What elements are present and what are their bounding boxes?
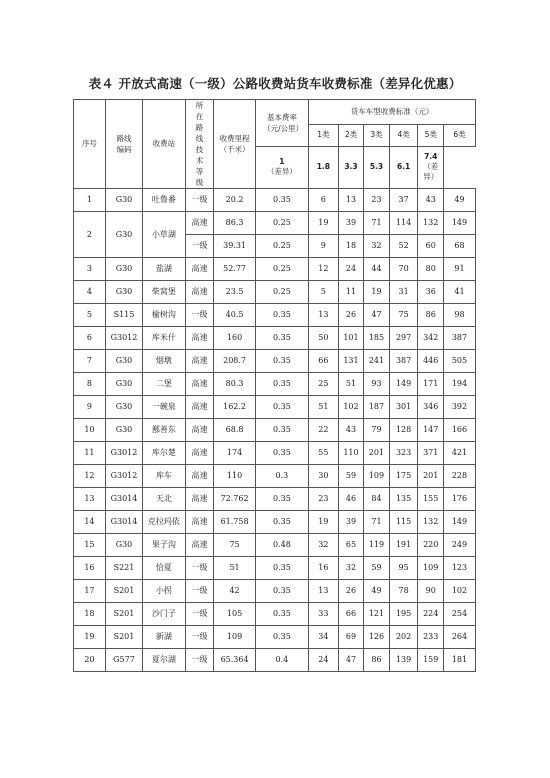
cell-road-grade: 高速	[185, 488, 214, 511]
cell-fee-class-6: 68	[443, 235, 475, 258]
cell-fee-class-4: 37	[389, 189, 418, 212]
cell-fee-class-3: 119	[364, 534, 390, 557]
cell-fee-class-1: 13	[308, 304, 338, 327]
cell-no: 13	[74, 488, 106, 511]
header-no: 序号	[74, 100, 106, 189]
cell-fee-class-5: 201	[418, 465, 444, 488]
cell-station: 沙门子	[143, 603, 186, 626]
cell-no: 17	[74, 580, 106, 603]
cell-road-grade: 一级	[185, 557, 214, 580]
cell-no: 11	[74, 442, 106, 465]
cell-fee-class-2: 46	[338, 488, 364, 511]
cell-fee-class-5: 109	[418, 557, 444, 580]
cell-mileage: 23.5	[214, 281, 255, 304]
cell-road-grade: 一级	[185, 603, 214, 626]
cell-no: 2	[74, 212, 106, 258]
cell-fee-class-3: 241	[364, 350, 390, 373]
table-row	[74, 281, 476, 304]
cell-fee-class-1: 30	[308, 465, 338, 488]
cell-no: 19	[74, 626, 106, 649]
cell-fee-class-4: 297	[389, 327, 418, 350]
cell-base-rate: 0.35	[255, 580, 308, 603]
cell-mileage: 162.2	[214, 396, 255, 419]
cell-fee-class-2: 110	[338, 442, 364, 465]
cell-station: 小拐	[143, 580, 186, 603]
header-class-2: 2类	[338, 124, 364, 146]
cell-fee-class-1: 16	[308, 557, 338, 580]
cell-fee-class-5: 36	[418, 281, 444, 304]
cell-road-grade: 高速	[185, 373, 214, 396]
header-station: 收费站	[143, 100, 186, 189]
cell-fee-class-1: 19	[308, 212, 338, 235]
cell-fee-class-6: 176	[443, 488, 475, 511]
cell-base-rate: 0.35	[255, 189, 308, 212]
cell-fee-class-2: 66	[338, 603, 364, 626]
cell-fee-class-5: 86	[418, 304, 444, 327]
header-class-1: 1类	[308, 124, 338, 146]
cell-base-rate: 0.35	[255, 557, 308, 580]
cell-fee-class-2: 26	[338, 304, 364, 327]
cell-fee-class-1: 34	[308, 626, 338, 649]
cell-fee-class-3: 201	[364, 442, 390, 465]
cell-fee-class-2: 39	[338, 212, 364, 235]
cell-fee-class-6: 387	[443, 327, 475, 350]
cell-station: 库尔楚	[143, 442, 186, 465]
table-row	[74, 350, 476, 373]
table-row	[74, 603, 476, 626]
cell-base-rate: 0.35	[255, 442, 308, 465]
cell-mileage: 68.8	[214, 419, 255, 442]
cell-road-grade: 高速	[185, 327, 214, 350]
cell-fee-class-4: 149	[389, 373, 418, 396]
cell-fee-class-3: 32	[364, 235, 390, 258]
cell-mileage: 86.3	[214, 212, 255, 235]
cell-mileage: 174	[214, 442, 255, 465]
cell-road-grade: 一级	[185, 580, 214, 603]
table-row	[74, 649, 476, 672]
cell-fee-class-3: 84	[364, 488, 390, 511]
cell-fee-class-2: 131	[338, 350, 364, 373]
cell-fee-class-3: 19	[364, 281, 390, 304]
header-base-rate: 基本费率（元/公里）	[255, 100, 308, 147]
cell-fee-class-5: 132	[418, 212, 444, 235]
cell-road-grade: 高速	[185, 258, 214, 281]
cell-no: 16	[74, 557, 106, 580]
cell-no: 8	[74, 373, 106, 396]
cell-base-rate: 0.35	[255, 488, 308, 511]
cell-station: 鄯善东	[143, 419, 186, 442]
cell-fee-class-4: 75	[389, 304, 418, 327]
cell-fee-class-4: 78	[389, 580, 418, 603]
header-class-3: 3类	[364, 124, 390, 146]
cell-no: 7	[74, 350, 106, 373]
cell-fee-class-1: 22	[308, 419, 338, 442]
cell-fee-class-2: 26	[338, 580, 364, 603]
cell-fee-class-5: 147	[418, 419, 444, 442]
cell-fee-class-5: 233	[418, 626, 444, 649]
table-row	[74, 327, 476, 350]
cell-route-code: S115	[105, 304, 142, 327]
cell-fee-class-5: 43	[418, 189, 444, 212]
cell-road-grade: 一级	[185, 649, 214, 672]
cell-station: 一碗泉	[143, 396, 186, 419]
cell-fee-class-1: 66	[308, 350, 338, 373]
cell-road-grade: 高速	[185, 511, 214, 534]
cell-road-grade: 高速	[185, 419, 214, 442]
cell-fee-class-3: 126	[364, 626, 390, 649]
cell-mileage: 105	[214, 603, 255, 626]
cell-fee-class-5: 342	[418, 327, 444, 350]
cell-route-code: G3014	[105, 488, 142, 511]
cell-fee-class-4: 70	[389, 258, 418, 281]
cell-station: 库米什	[143, 327, 186, 350]
cell-road-grade: 高速	[185, 396, 214, 419]
table-row	[74, 580, 476, 603]
cell-fee-class-2: 11	[338, 281, 364, 304]
cell-fee-class-1: 9	[308, 235, 338, 258]
cell-fee-class-1: 13	[308, 580, 338, 603]
cell-fee-class-6: 49	[443, 189, 475, 212]
cell-route-code: S201	[105, 580, 142, 603]
cell-base-rate: 0.35	[255, 350, 308, 373]
cell-fee-class-3: 49	[364, 580, 390, 603]
cell-route-code: G3014	[105, 511, 142, 534]
cell-fee-class-1: 23	[308, 488, 338, 511]
cell-base-rate: 0.35	[255, 304, 308, 327]
cell-mileage: 42	[214, 580, 255, 603]
header-coef-1: 1 （差异）	[255, 146, 308, 188]
cell-fee-class-3: 47	[364, 304, 390, 327]
cell-fee-class-2: 24	[338, 258, 364, 281]
cell-road-grade: 高速	[185, 350, 214, 373]
table-row	[74, 258, 476, 281]
cell-road-grade: 高速	[185, 534, 214, 557]
cell-fee-class-2: 101	[338, 327, 364, 350]
cell-fee-class-5: 346	[418, 396, 444, 419]
header-coef-4: 5.3	[364, 146, 390, 188]
cell-fee-class-5: 132	[418, 511, 444, 534]
header-coef-3: 3.3	[338, 146, 364, 188]
cell-fee-class-6: 149	[443, 511, 475, 534]
cell-no: 18	[74, 603, 106, 626]
cell-fee-class-1: 12	[308, 258, 338, 281]
cell-fee-class-1: 6	[308, 189, 338, 212]
cell-route-code: S201	[105, 626, 142, 649]
cell-station: 柴窝堡	[143, 281, 186, 304]
cell-mileage: 80.3	[214, 373, 255, 396]
cell-mileage: 72.762	[214, 488, 255, 511]
cell-fee-class-3: 86	[364, 649, 390, 672]
cell-fee-class-6: 98	[443, 304, 475, 327]
cell-base-rate: 0.3	[255, 465, 308, 488]
cell-road-grade: 一级	[185, 626, 214, 649]
cell-base-rate: 0.35	[255, 327, 308, 350]
cell-mileage: 75	[214, 534, 255, 557]
cell-fee-class-6: 421	[443, 442, 475, 465]
cell-fee-class-4: 139	[389, 649, 418, 672]
cell-fee-class-4: 31	[389, 281, 418, 304]
cell-route-code: S201	[105, 603, 142, 626]
cell-fee-class-3: 79	[364, 419, 390, 442]
cell-fee-class-6: 228	[443, 465, 475, 488]
cell-route-code: G30	[105, 258, 142, 281]
cell-fee-class-2: 13	[338, 189, 364, 212]
cell-base-rate: 0.25	[255, 235, 308, 258]
cell-fee-class-1: 19	[308, 511, 338, 534]
cell-road-grade: 高速	[185, 465, 214, 488]
page-title: 表４ 开放式高速（一级）公路收费站货车收费标准（差异化优惠）	[88, 76, 462, 91]
cell-no: 5	[74, 304, 106, 327]
cell-fee-class-2: 43	[338, 419, 364, 442]
header-coef-6: 7.4 （差异）	[418, 146, 444, 188]
cell-route-code: G30	[105, 281, 142, 304]
cell-base-rate: 0.48	[255, 534, 308, 557]
cell-fee-class-6: 41	[443, 281, 475, 304]
cell-no: 20	[74, 649, 106, 672]
cell-fee-class-6: 505	[443, 350, 475, 373]
cell-base-rate: 0.25	[255, 281, 308, 304]
cell-fee-class-5: 60	[418, 235, 444, 258]
cell-no: 6	[74, 327, 106, 350]
table-row	[74, 534, 476, 557]
cell-road-grade: 一级	[185, 189, 214, 212]
cell-fee-class-4: 52	[389, 235, 418, 258]
table-row	[74, 212, 476, 235]
cell-fee-class-2: 65	[338, 534, 364, 557]
cell-fee-class-5: 171	[418, 373, 444, 396]
cell-fee-class-3: 187	[364, 396, 390, 419]
table-row	[74, 465, 476, 488]
cell-road-grade: 高速	[185, 212, 214, 235]
cell-fee-class-3: 23	[364, 189, 390, 212]
cell-fee-class-4: 387	[389, 350, 418, 373]
cell-station: 库车	[143, 465, 186, 488]
cell-station: 天北	[143, 488, 186, 511]
table-row	[74, 488, 476, 511]
cell-fee-class-2: 47	[338, 649, 364, 672]
cell-fee-class-6: 194	[443, 373, 475, 396]
cell-no: 15	[74, 534, 106, 557]
cell-route-code: G30	[105, 373, 142, 396]
cell-fee-class-2: 51	[338, 373, 364, 396]
cell-fee-class-1: 50	[308, 327, 338, 350]
cell-mileage: 52.77	[214, 258, 255, 281]
table-row	[74, 626, 476, 649]
cell-fee-class-5: 90	[418, 580, 444, 603]
cell-base-rate: 0.35	[255, 603, 308, 626]
header-coef-2: 1.8	[308, 146, 338, 188]
header-class-4: 4类	[389, 124, 418, 146]
cell-mileage: 110	[214, 465, 255, 488]
table-row	[74, 557, 476, 580]
cell-fee-class-2: 32	[338, 557, 364, 580]
cell-fee-class-6: 166	[443, 419, 475, 442]
cell-route-code: G30	[105, 534, 142, 557]
cell-fee-class-2: 102	[338, 396, 364, 419]
table-row	[74, 373, 476, 396]
cell-fee-class-4: 128	[389, 419, 418, 442]
table-header	[74, 100, 476, 189]
cell-no: 10	[74, 419, 106, 442]
cell-base-rate: 0.35	[255, 511, 308, 534]
cell-fee-class-5: 224	[418, 603, 444, 626]
header-route-code: 路线编码	[105, 100, 142, 189]
table-row	[74, 511, 476, 534]
cell-fee-class-6: 102	[443, 580, 475, 603]
header-road-grade: 所在路线技术等级	[185, 100, 214, 189]
header-coef-5: 6.1	[389, 146, 418, 188]
cell-base-rate: 0.4	[255, 649, 308, 672]
cell-station: 烟墩	[143, 350, 186, 373]
table-row	[74, 189, 476, 212]
cell-fee-class-6: 149	[443, 212, 475, 235]
header-class-6: 6类	[443, 124, 475, 146]
table-row	[74, 442, 476, 465]
cell-fee-class-3: 44	[364, 258, 390, 281]
cell-fee-class-4: 301	[389, 396, 418, 419]
cell-fee-class-4: 115	[389, 511, 418, 534]
cell-mileage: 40.5	[214, 304, 255, 327]
cell-station: 新湖	[143, 626, 186, 649]
table-body	[74, 189, 476, 672]
cell-mileage: 51	[214, 557, 255, 580]
cell-fee-class-4: 135	[389, 488, 418, 511]
cell-fee-class-4: 95	[389, 557, 418, 580]
header-truck-group: 货车车型收费标准（元）	[308, 100, 475, 125]
cell-road-grade: 一级	[185, 235, 214, 258]
cell-fee-class-6: 181	[443, 649, 475, 672]
cell-road-grade: 高速	[185, 442, 214, 465]
cell-station: 小草湖	[143, 212, 186, 258]
cell-base-rate: 0.35	[255, 396, 308, 419]
cell-fee-class-5: 371	[418, 442, 444, 465]
cell-fee-class-3: 109	[364, 465, 390, 488]
cell-mileage: 65.364	[214, 649, 255, 672]
cell-station: 二堡	[143, 373, 186, 396]
cell-fee-class-2: 69	[338, 626, 364, 649]
header-mileage: 收费里程（千米）	[214, 100, 255, 189]
cell-fee-class-4: 195	[389, 603, 418, 626]
cell-fee-class-4: 323	[389, 442, 418, 465]
cell-route-code: G577	[105, 649, 142, 672]
cell-fee-class-4: 175	[389, 465, 418, 488]
cell-fee-class-2: 18	[338, 235, 364, 258]
cell-mileage: 160	[214, 327, 255, 350]
cell-fee-class-1: 24	[308, 649, 338, 672]
cell-no: 9	[74, 396, 106, 419]
cell-fee-class-5: 446	[418, 350, 444, 373]
cell-fee-class-5: 220	[418, 534, 444, 557]
cell-fee-class-6: 264	[443, 626, 475, 649]
cell-base-rate: 0.35	[255, 373, 308, 396]
cell-station: 恰夏	[143, 557, 186, 580]
cell-station: 克拉玛依	[143, 511, 186, 534]
cell-fee-class-4: 202	[389, 626, 418, 649]
cell-station: 盐湖	[143, 258, 186, 281]
cell-fee-class-3: 185	[364, 327, 390, 350]
cell-fee-class-3: 59	[364, 557, 390, 580]
cell-fee-class-3: 71	[364, 511, 390, 534]
cell-fee-class-1: 25	[308, 373, 338, 396]
cell-fee-class-1: 51	[308, 396, 338, 419]
header-class-5: 5类	[418, 124, 444, 146]
cell-route-code: G3012	[105, 327, 142, 350]
cell-no: 1	[74, 189, 106, 212]
cell-route-code: G30	[105, 350, 142, 373]
cell-fee-class-6: 254	[443, 603, 475, 626]
cell-route-code: S221	[105, 557, 142, 580]
cell-fee-class-1: 55	[308, 442, 338, 465]
cell-base-rate: 0.35	[255, 419, 308, 442]
cell-fee-class-4: 191	[389, 534, 418, 557]
cell-fee-class-3: 71	[364, 212, 390, 235]
cell-fee-class-5: 159	[418, 649, 444, 672]
cell-route-code: G30	[105, 212, 142, 258]
cell-route-code: G30	[105, 396, 142, 419]
cell-fee-class-6: 91	[443, 258, 475, 281]
cell-no: 12	[74, 465, 106, 488]
cell-no: 14	[74, 511, 106, 534]
cell-road-grade: 高速	[185, 281, 214, 304]
toll-table	[73, 99, 476, 672]
cell-fee-class-1: 5	[308, 281, 338, 304]
cell-route-code: G30	[105, 189, 142, 212]
cell-mileage: 39.31	[214, 235, 255, 258]
cell-fee-class-6: 123	[443, 557, 475, 580]
table-row	[74, 396, 476, 419]
table-row	[74, 419, 476, 442]
cell-mileage: 208.7	[214, 350, 255, 373]
cell-fee-class-6: 392	[443, 396, 475, 419]
cell-fee-class-2: 39	[338, 511, 364, 534]
cell-station: 果子沟	[143, 534, 186, 557]
cell-station: 吐鲁番	[143, 189, 186, 212]
cell-route-code: G3012	[105, 442, 142, 465]
cell-fee-class-1: 33	[308, 603, 338, 626]
cell-mileage: 20.2	[214, 189, 255, 212]
cell-route-code: G30	[105, 419, 142, 442]
table-row	[74, 304, 476, 327]
cell-station: 榆树沟	[143, 304, 186, 327]
cell-mileage: 109	[214, 626, 255, 649]
cell-base-rate: 0.25	[255, 258, 308, 281]
cell-fee-class-2: 59	[338, 465, 364, 488]
cell-road-grade: 一级	[185, 304, 214, 327]
cell-no: 3	[74, 258, 106, 281]
cell-base-rate: 0.35	[255, 626, 308, 649]
cell-base-rate: 0.25	[255, 212, 308, 235]
cell-route-code: G3012	[105, 465, 142, 488]
cell-fee-class-4: 114	[389, 212, 418, 235]
cell-fee-class-5: 155	[418, 488, 444, 511]
cell-fee-class-3: 121	[364, 603, 390, 626]
cell-mileage: 61.758	[214, 511, 255, 534]
cell-fee-class-5: 80	[418, 258, 444, 281]
cell-station: 夏尔湖	[143, 649, 186, 672]
cell-no: 4	[74, 281, 106, 304]
cell-fee-class-3: 93	[364, 373, 390, 396]
cell-fee-class-1: 32	[308, 534, 338, 557]
cell-fee-class-6: 249	[443, 534, 475, 557]
